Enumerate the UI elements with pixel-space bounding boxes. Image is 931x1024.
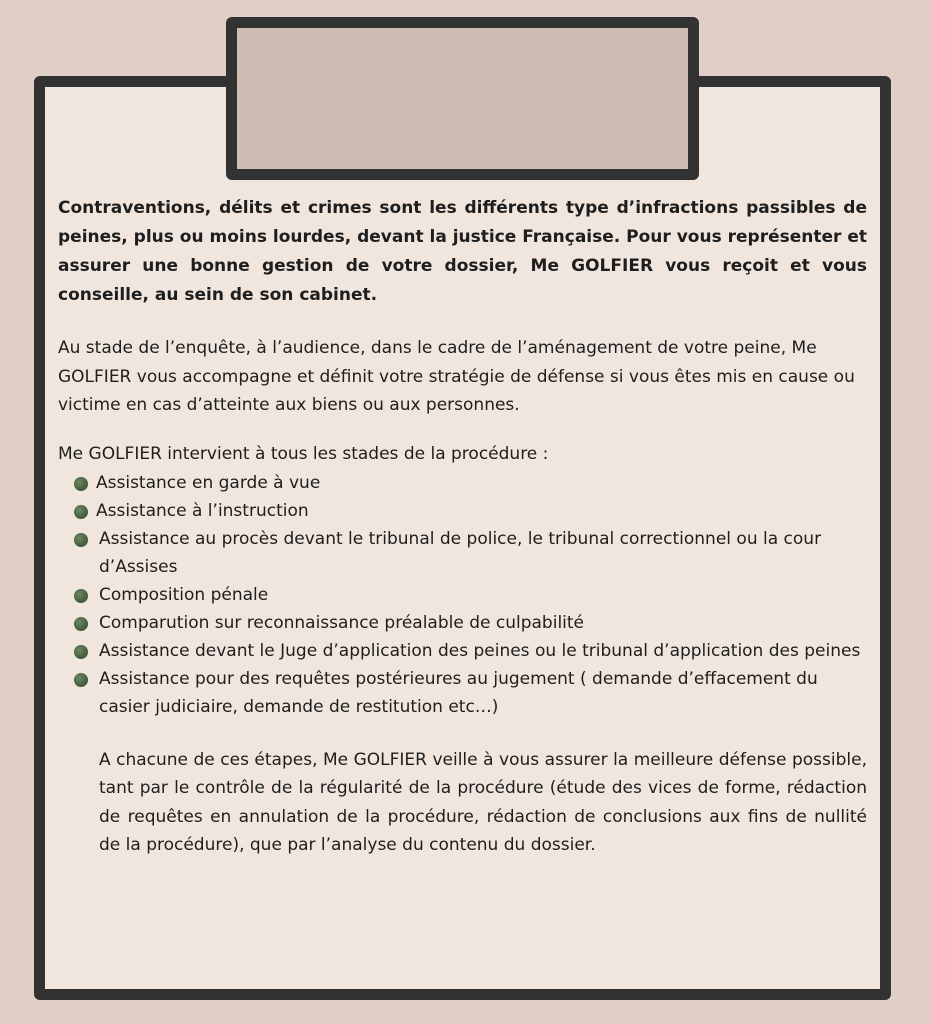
list-item-label: Assistance au procès devant le tribunal de police, le tribunal correctionnel ou la cour d’Assises bbox=[99, 528, 822, 577]
list-item bbox=[58, 525, 867, 581]
bullet-icon bbox=[74, 617, 88, 631]
closing-paragraph: A chacune de ces étapes, Me GOLFIER veille à vous assurer la meilleure défense possible, tant par le contrôle de la régularité de la procédure (étude des vices de forme, rédaction de requêtes en annulation de la procédure, rédaction de conclusions aux fins de nullité de la procédure), que par l’analyse du contenu du dossier. bbox=[99, 749, 867, 855]
list-item bbox=[58, 609, 867, 637]
card-content bbox=[58, 194, 867, 860]
bullet-icon bbox=[74, 505, 88, 519]
bullet-icon bbox=[74, 673, 88, 687]
list-item bbox=[58, 637, 867, 665]
list-item bbox=[58, 497, 867, 525]
intro-paragraph: Contraventions, délits et crimes sont les différents type d’infractions passibles de peines, plus ou moins lourdes, devant la justice Française. Pour vous représenter et assurer une bonne gestion de votre dossier, Me GOLFIER vous reçoit et vous conseille, au sein de son cabinet. bbox=[58, 198, 867, 305]
list-item-label: Assistance à l’instruction bbox=[96, 500, 309, 521]
list-item-label: Assistance en garde à vue bbox=[96, 472, 321, 493]
bullet-icon bbox=[74, 477, 88, 491]
list-item-label: Assistance pour des requêtes postérieures au jugement ( demande d’effacement du casier judiciaire, demande de restitution etc…) bbox=[99, 668, 818, 717]
bullet-icon bbox=[74, 645, 88, 659]
list-item-label: Composition pénale bbox=[99, 584, 269, 605]
bullet-icon bbox=[74, 533, 88, 547]
services-list bbox=[58, 469, 867, 721]
list-item bbox=[58, 469, 867, 497]
list-item-label: Assistance devant le Juge d’application des peines ou le tribunal d’application des peines bbox=[99, 640, 861, 661]
header-tab bbox=[226, 17, 699, 180]
bullet-icon bbox=[74, 589, 88, 603]
procedure-lead: Me GOLFIER intervient à tous les stades de la procédure : bbox=[58, 443, 549, 464]
list-item bbox=[58, 665, 867, 721]
list-item bbox=[58, 581, 867, 609]
stages-paragraph: Au stade de l’enquête, à l’audience, dans le cadre de l’aménagement de votre peine, Me GOLFIER vous accompagne et définit votre stratégie de défense si vous êtes mis en cause ou victime en cas d’atteinte aux biens ou aux personnes. bbox=[58, 338, 855, 415]
list-item-label: Comparution sur reconnaissance préalable de culpabilité bbox=[99, 612, 585, 633]
